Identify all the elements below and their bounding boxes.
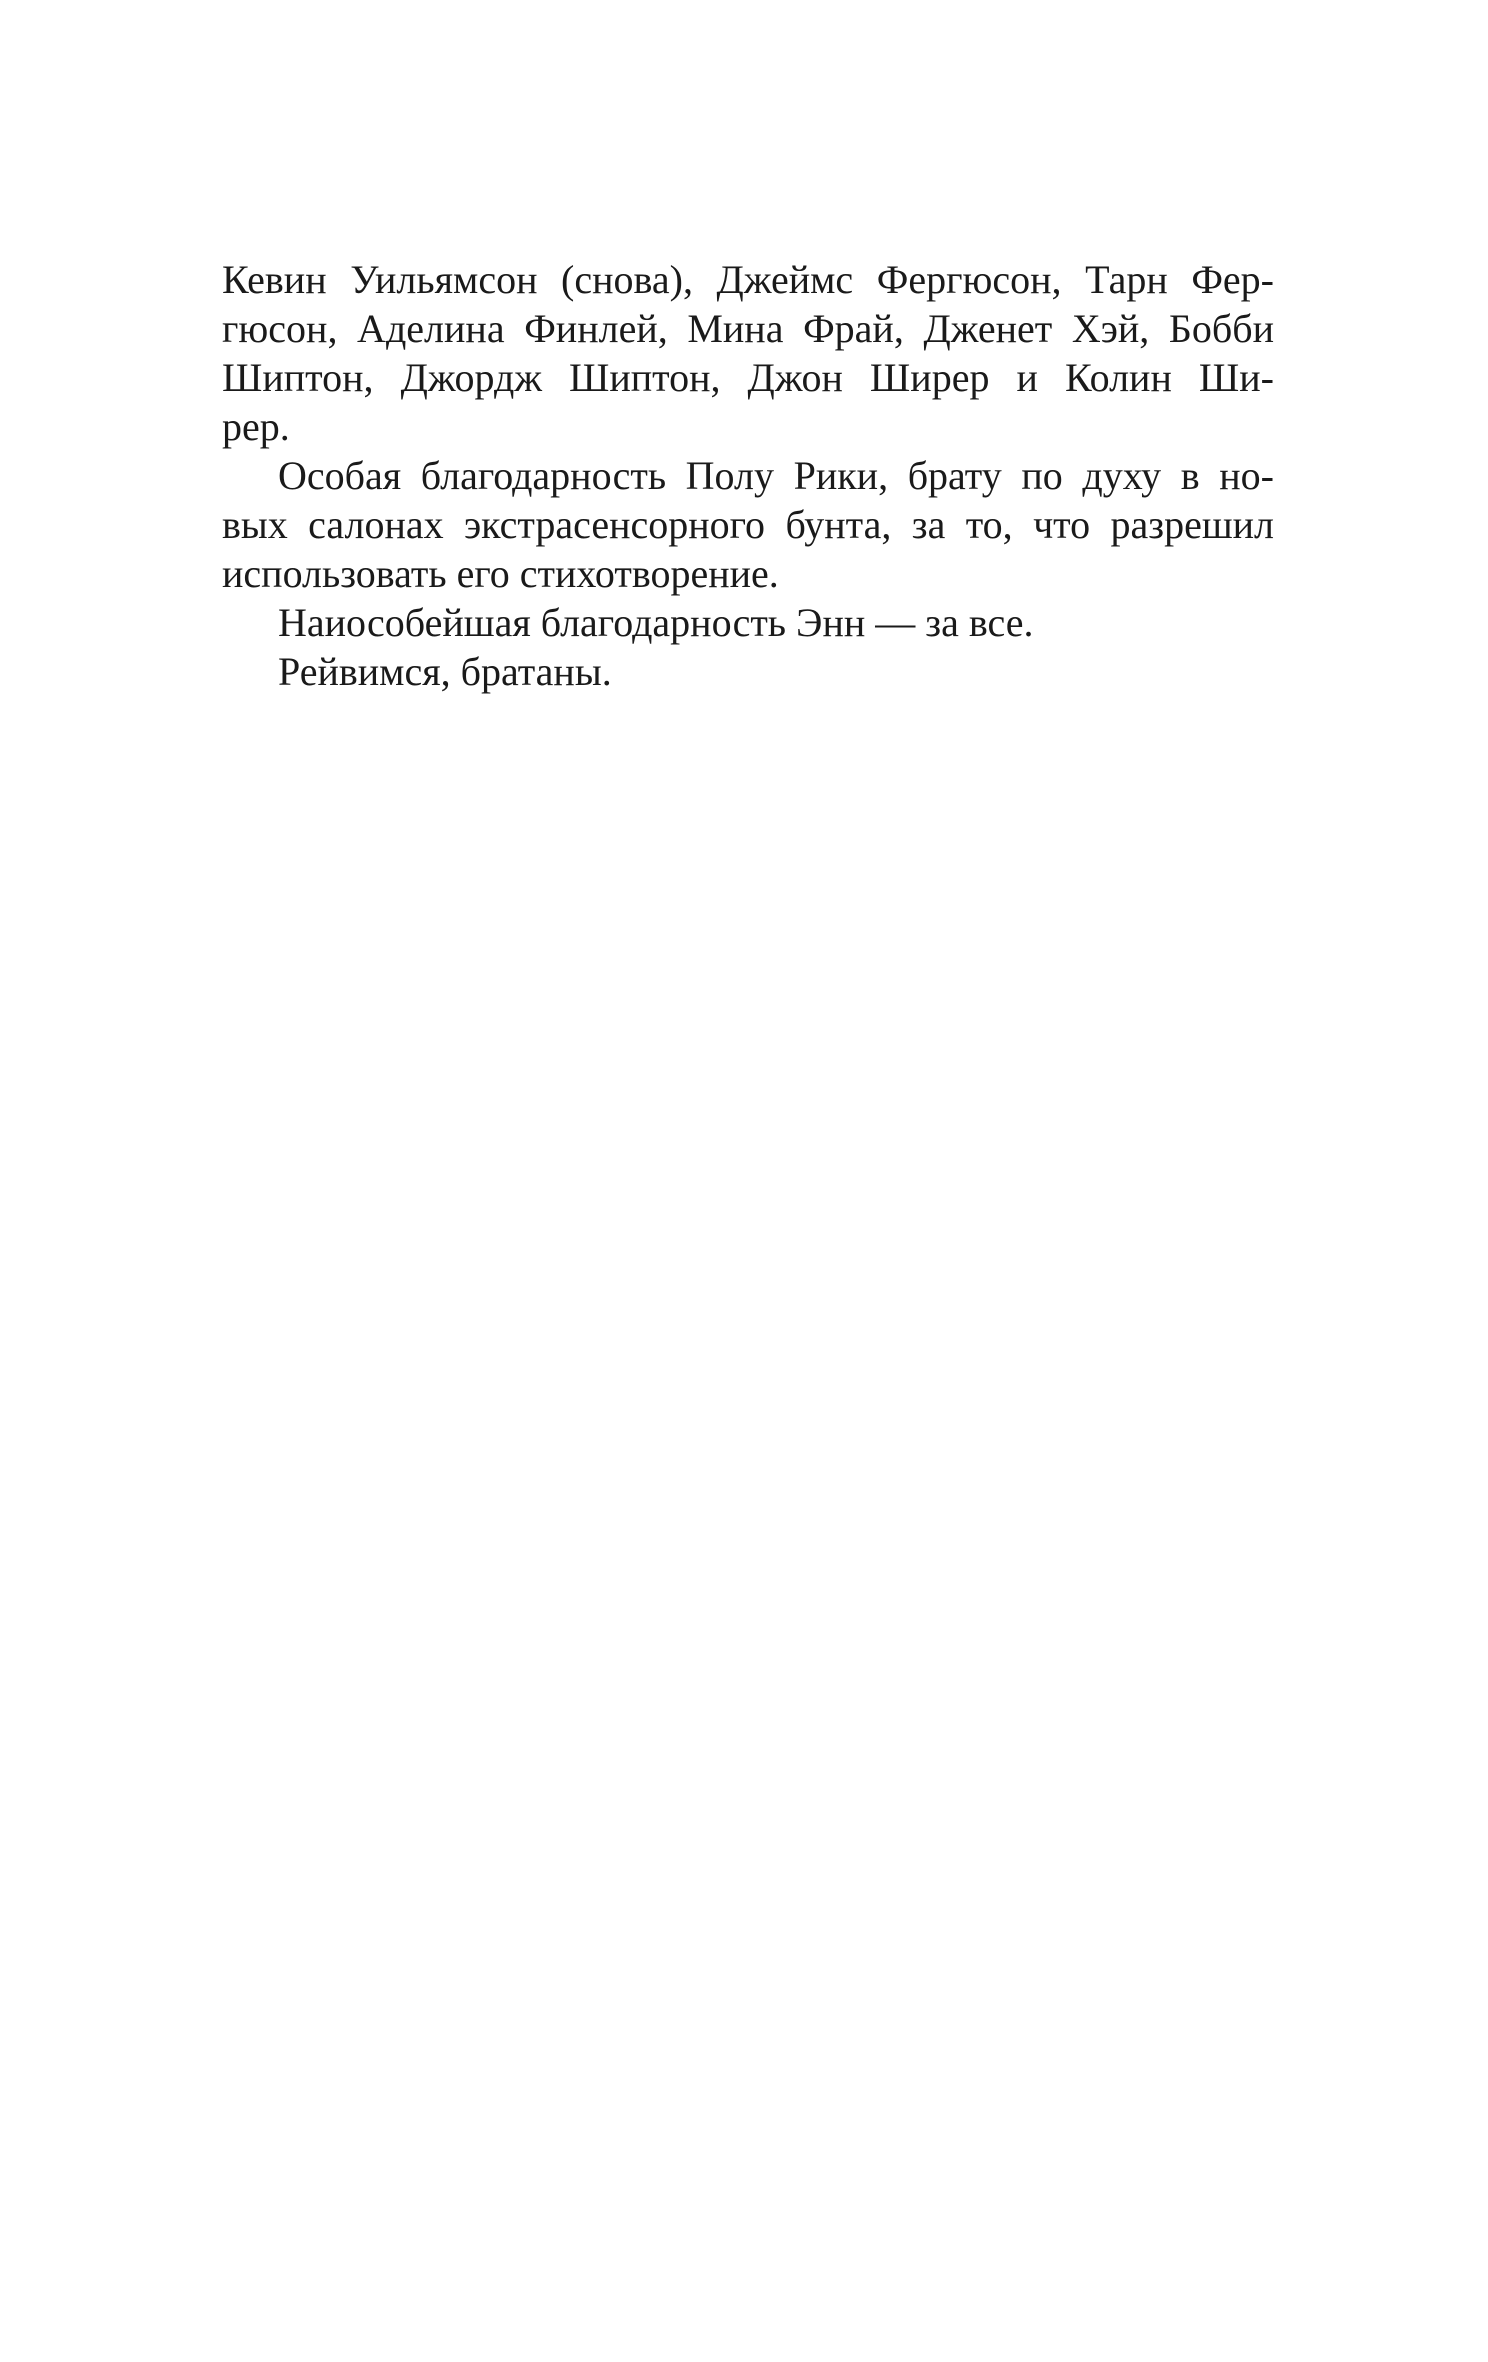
text-line: Особая благодарность Полу Рики, брату по духу в но- — [278, 453, 1274, 498]
text-line: Рейвимся, братаны. — [278, 649, 612, 694]
paragraph-acknowledgements — [222, 255, 1274, 451]
text-line: использовать его стихотворение. — [222, 551, 779, 596]
paragraph-thanks-ann — [222, 598, 1274, 647]
text-line: Шиптон, Джордж Шиптон, Джон Ширер и Колин Ши- — [222, 355, 1274, 400]
text-line: Наиособейшая благодарность Энн — за все. — [278, 600, 1034, 645]
text-line: рер. — [222, 404, 290, 449]
text-line: Кевин Уильямсон (снова), Джеймс Фергюсон, Тарн Фер- — [222, 257, 1274, 302]
page-text — [222, 255, 1274, 696]
paragraph-special-thanks — [222, 451, 1274, 598]
text-line: вых салонах экстрасенсорного бунта, за то, что разрешил — [222, 502, 1274, 547]
paragraph-closing — [222, 647, 1274, 696]
text-line: гюсон, Аделина Финлей, Мина Фрай, Дженет Хэй, Бобби — [222, 306, 1274, 351]
